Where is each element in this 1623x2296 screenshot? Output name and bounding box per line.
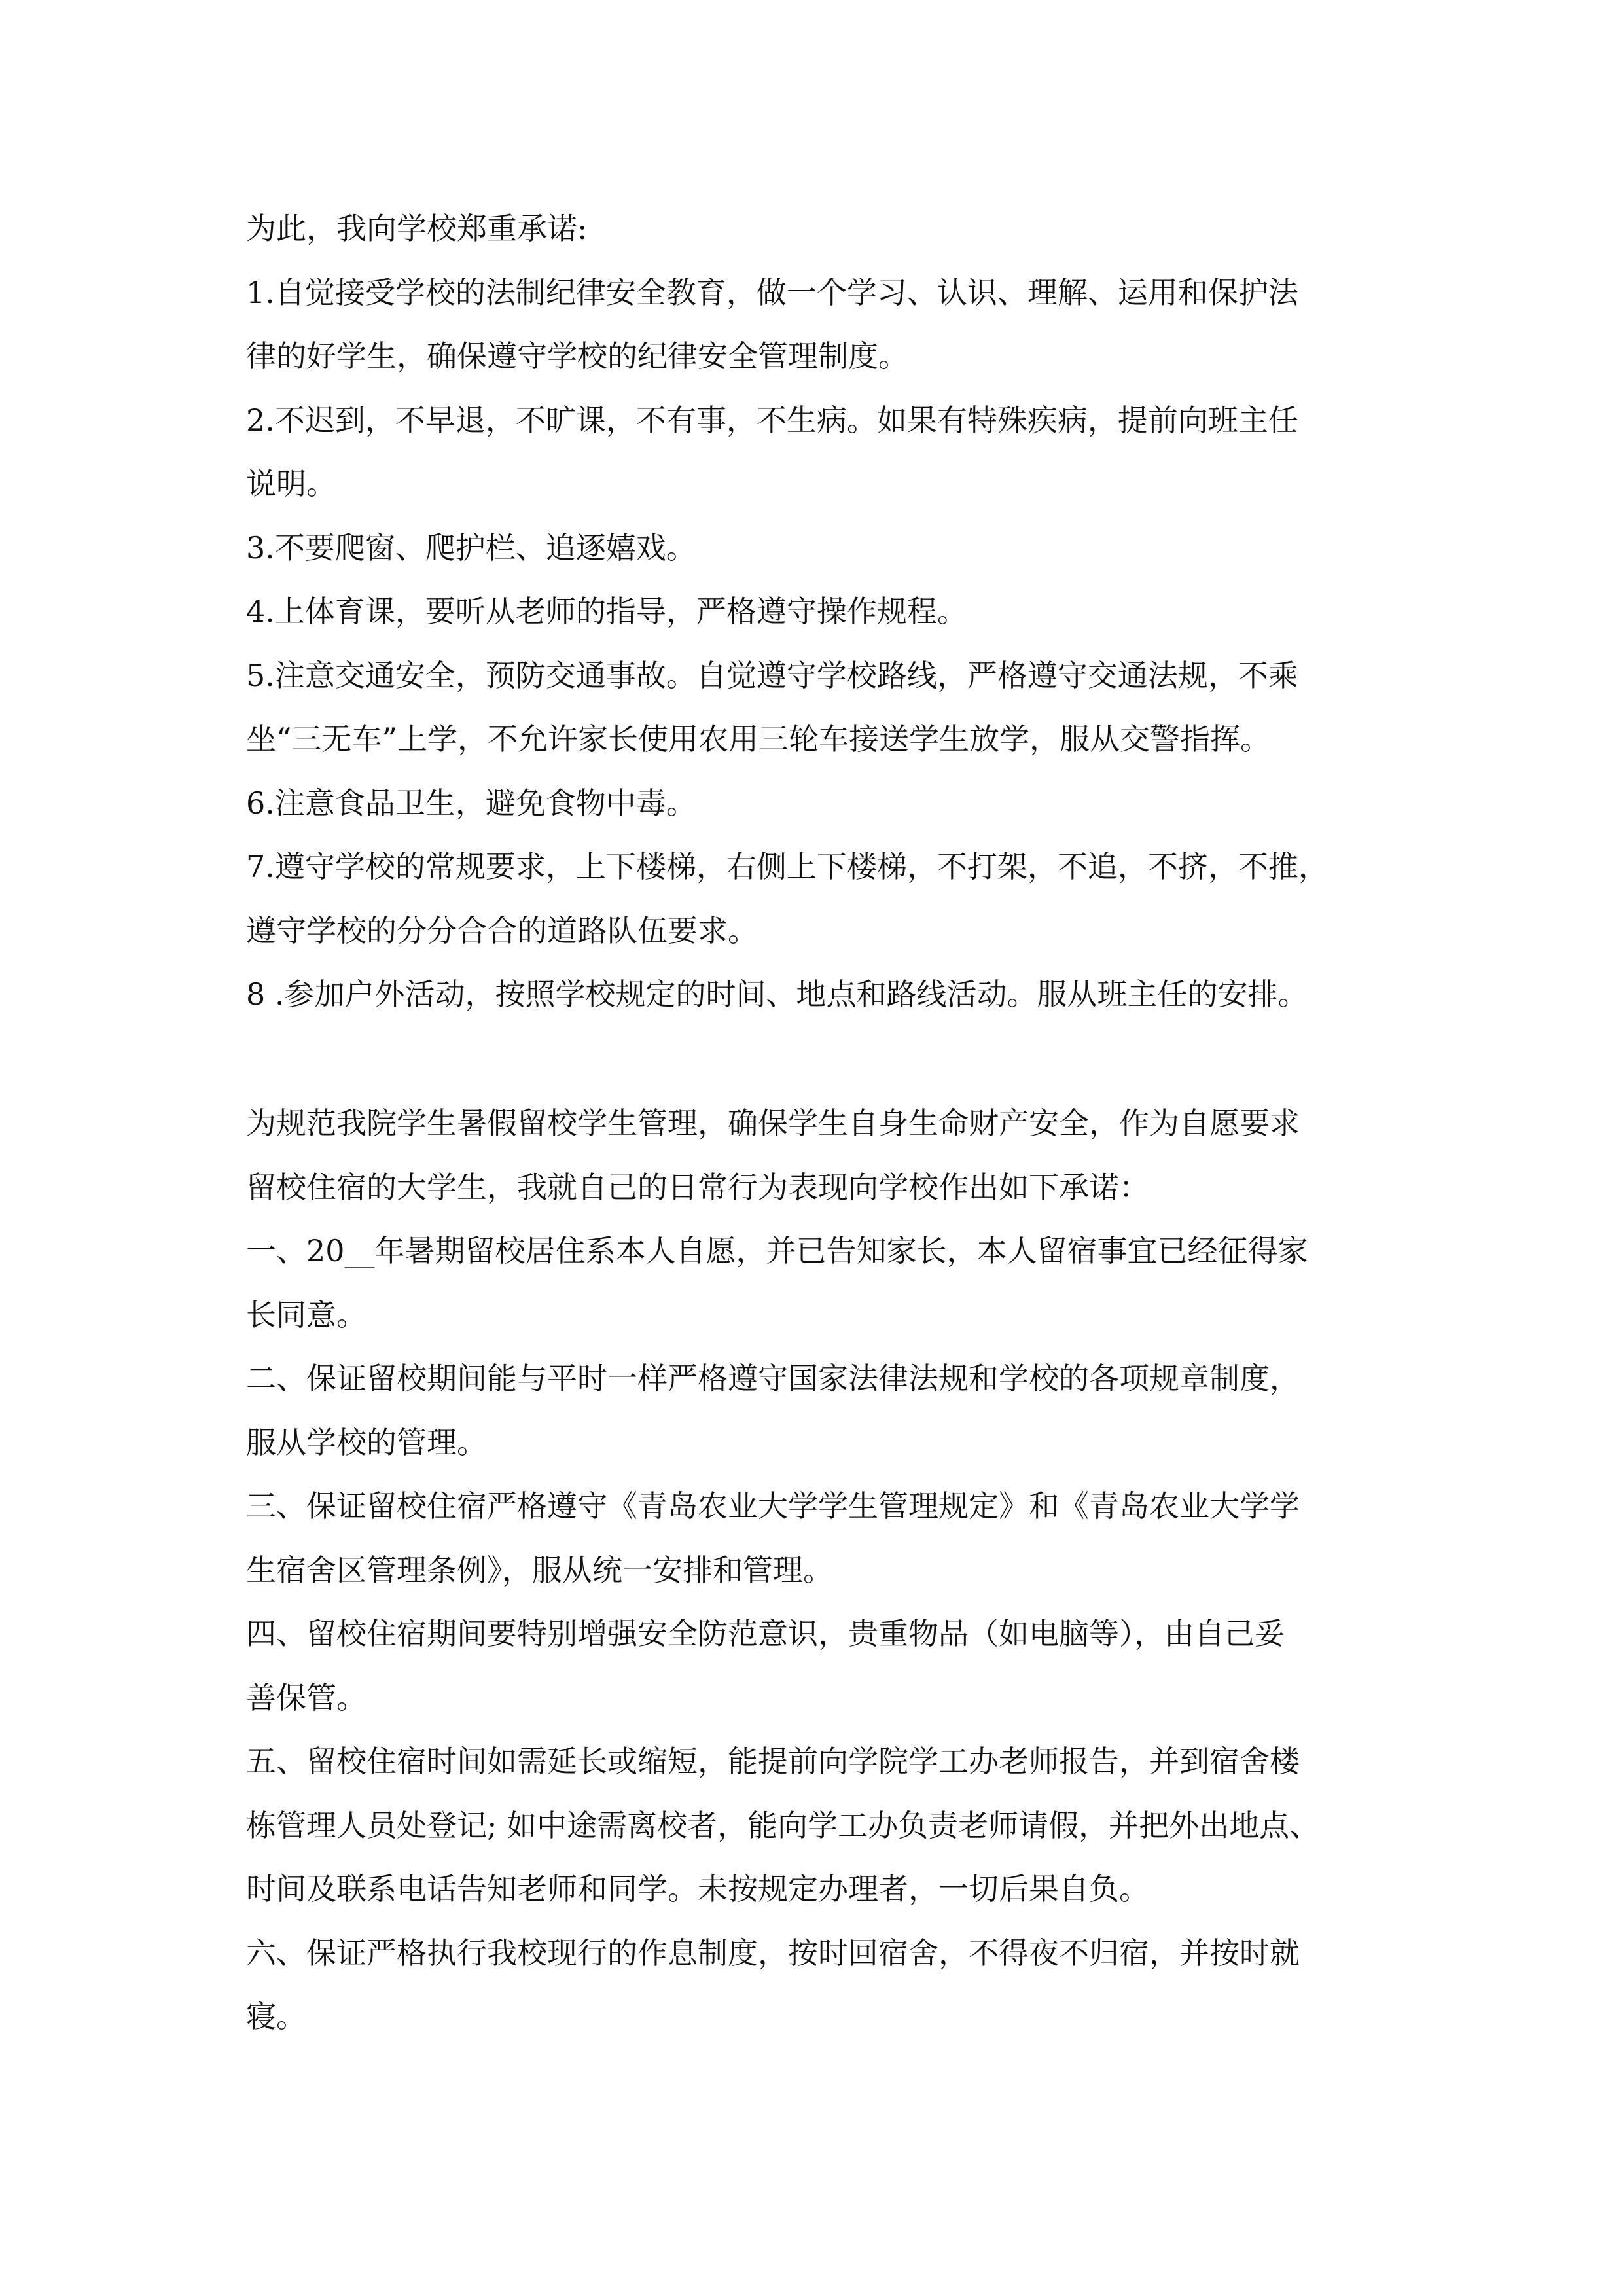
text-line: 3.不要爬窗、爬护栏、追逐嬉戏。 xyxy=(246,529,696,565)
text-line: 善保管。 xyxy=(246,1679,366,1715)
text-line: 寝。 xyxy=(246,1999,306,2034)
text-line: 坐“三无车”上学，不允许家长使用农用三轮车接送学生放学，服从交警指挥。 xyxy=(246,721,1271,757)
text-line: 律的好学生，确保遵守学校的纪律安全管理制度。 xyxy=(246,338,908,374)
text-line: 三、保证留校住宿严格遵守《青岛农业大学学生管理规定》和《青岛农业大学学 xyxy=(246,1488,1300,1524)
text-line: 留校住宿的大学生，我就自己的日常行为表现向学校作出如下承诺： xyxy=(246,1169,1149,1205)
text-line: 时间及联系电话告知老师和同学。未按规定办理者，一切后果自负。 xyxy=(246,1871,1149,1907)
text-line: 5.注意交通安全，预防交通事故。自觉遵守学校路线，严格遵守交通法规，不乘 xyxy=(246,657,1298,693)
text-line: 四、留校住宿期间要特别增强安全防范意识，贵重物品（如电脑等），由自己妥 xyxy=(246,1616,1285,1651)
text-line: 一、20__年暑期留校居住系本人自愿，并已告知家长，本人留宿事宜已经征得家 xyxy=(246,1233,1308,1268)
text-line: 1.自觉接受学校的法制纪律安全教育，做一个学习、认识、理解、运用和保护法 xyxy=(246,274,1298,310)
text-line: 长同意。 xyxy=(246,1297,366,1333)
text-line: 遵守学校的分分合合的道路队伍要求。 xyxy=(246,912,758,948)
text-line: 服从学校的管理。 xyxy=(246,1424,487,1460)
text-line: 6.注意食品卫生，避免食物中毒。 xyxy=(246,785,696,821)
pledge-section-school-rules xyxy=(246,197,1398,1027)
text-line: 生宿舍区管理条例》，服从统一安排和管理。 xyxy=(246,1552,833,1588)
text-line: 说明。 xyxy=(246,466,336,501)
text-line: 4.上体育课，要听从老师的指导，严格遵守操作规程。 xyxy=(246,594,967,629)
text-line: 二、保证留校期间能与平时一样严格遵守国家法律法规和学校的各项规章制度， xyxy=(246,1361,1300,1396)
summer-intro-line: 为规范我院学生暑假留校学生管理，确保学生自身生命财产安全，作为自愿要求 xyxy=(246,1105,1300,1141)
text-line: 五、留校住宿时间如需延长或缩短，能提前向学院学工办老师报告，并到宿舍楼 xyxy=(246,1744,1300,1779)
text-line: 8 .参加户外活动，按照学校规定的时间、地点和路线活动。服从班主任的安排。 xyxy=(246,977,1308,1012)
pledge-section-summer-stay xyxy=(246,1092,1398,2049)
text-line: 2.不迟到，不早退，不旷课，不有事，不生病。如果有特殊疾病，提前向班主任 xyxy=(246,402,1298,438)
text-line: 栋管理人员处登记; 如中途需离校者，能向学工办负责老师请假，并把外出地点、 xyxy=(246,1807,1320,1843)
text-line: 7.遵守学校的常规要求，上下楼梯，右侧上下楼梯，不打架，不追，不挤，不推， xyxy=(246,849,1329,884)
pledge-intro-line: 为此，我向学校郑重承诺: xyxy=(246,211,588,246)
text-line: 六、保证严格执行我校现行的作息制度，按时回宿舍，不得夜不归宿，并按时就 xyxy=(246,1935,1300,1971)
